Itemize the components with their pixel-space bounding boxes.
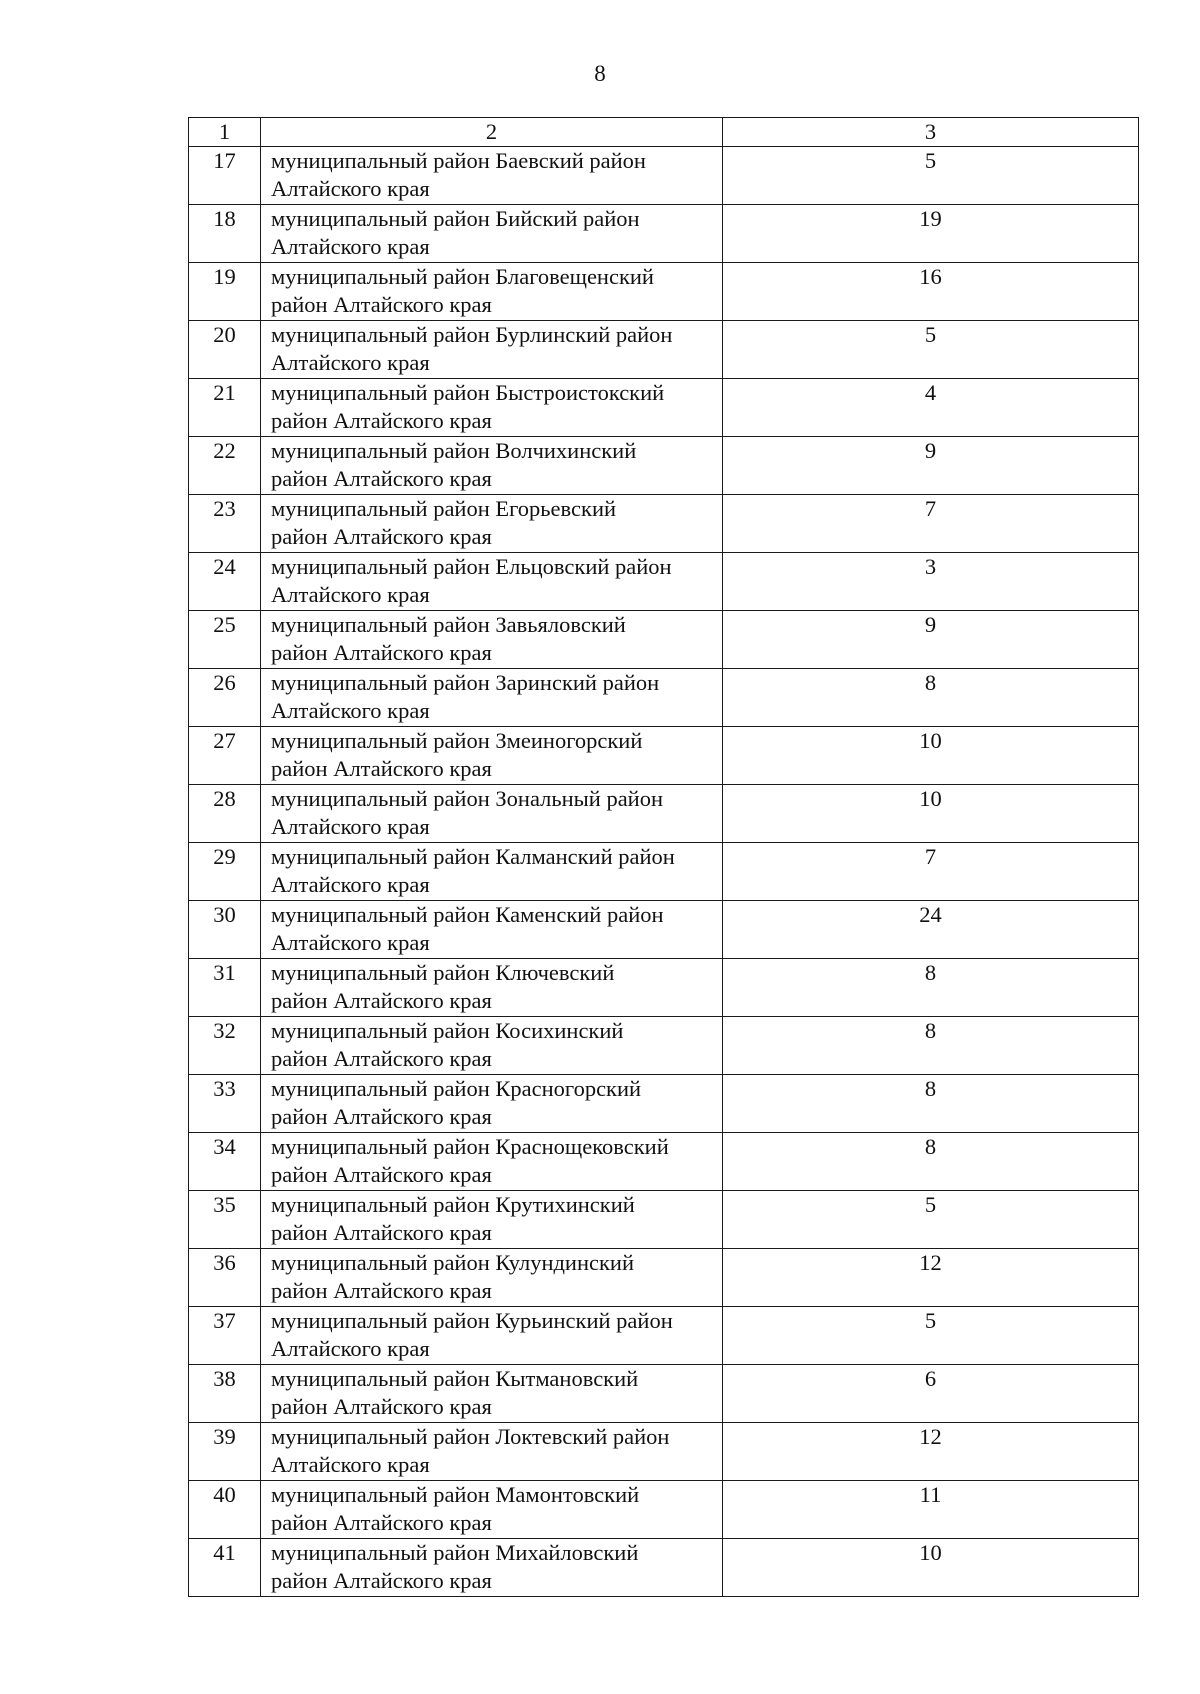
row-number-cell: 22 [189, 437, 261, 495]
table-row [189, 611, 1139, 669]
row-number-cell: 35 [189, 1191, 261, 1249]
district-name-cell: муниципальный район Баевский район Алтайского края [261, 147, 723, 205]
table-row [189, 1481, 1139, 1539]
row-number-cell: 41 [189, 1539, 261, 1597]
value-cell: 7 [723, 843, 1139, 901]
district-name-cell: муниципальный район Зональный район Алтайского края [261, 785, 723, 843]
district-name-cell: муниципальный район Каменский район Алтайского края [261, 901, 723, 959]
table-row [189, 1075, 1139, 1133]
row-number-cell: 31 [189, 959, 261, 1017]
district-name-cell: муниципальный район Бийский район Алтайского края [261, 205, 723, 263]
row-number-cell: 20 [189, 321, 261, 379]
district-name-cell: муниципальный район Мамонтовский район Алтайского края [261, 1481, 723, 1539]
value-cell: 8 [723, 959, 1139, 1017]
row-number-cell: 25 [189, 611, 261, 669]
table-row [189, 1307, 1139, 1365]
row-number-cell: 37 [189, 1307, 261, 1365]
district-name-cell: муниципальный район Бурлинский район Алтайского края [261, 321, 723, 379]
district-name-cell: муниципальный район Ключевский район Алтайского края [261, 959, 723, 1017]
district-name-cell: муниципальный район Быстроистокский район Алтайского края [261, 379, 723, 437]
table-row [189, 1539, 1139, 1597]
value-cell: 10 [723, 785, 1139, 843]
district-name-cell: муниципальный район Краснощековский район Алтайского края [261, 1133, 723, 1191]
table-row [189, 901, 1139, 959]
row-number-cell: 21 [189, 379, 261, 437]
district-name-cell: муниципальный район Михайловский район Алтайского края [261, 1539, 723, 1597]
value-cell: 8 [723, 1075, 1139, 1133]
district-name-cell: муниципальный район Егорьевский район Алтайского края [261, 495, 723, 553]
row-number-cell: 32 [189, 1017, 261, 1075]
table-row [189, 785, 1139, 843]
table-row [189, 669, 1139, 727]
row-number-cell: 26 [189, 669, 261, 727]
row-number-cell: 18 [189, 205, 261, 263]
row-number-cell: 27 [189, 727, 261, 785]
table-row [189, 205, 1139, 263]
value-cell: 5 [723, 147, 1139, 205]
column-header-value: 3 [723, 118, 1139, 147]
value-cell: 8 [723, 1133, 1139, 1191]
district-name-cell: муниципальный район Змеиногорский район Алтайского края [261, 727, 723, 785]
table-row [189, 727, 1139, 785]
row-number-cell: 28 [189, 785, 261, 843]
row-number-cell: 40 [189, 1481, 261, 1539]
row-number-cell: 29 [189, 843, 261, 901]
district-name-cell: муниципальный район Косихинский район Алтайского края [261, 1017, 723, 1075]
value-cell: 10 [723, 1539, 1139, 1597]
table-row [189, 553, 1139, 611]
value-cell: 5 [723, 1191, 1139, 1249]
table-row [189, 1133, 1139, 1191]
table-row [189, 437, 1139, 495]
table-row [189, 1017, 1139, 1075]
row-number-cell: 24 [189, 553, 261, 611]
table-row [189, 263, 1139, 321]
value-cell: 9 [723, 437, 1139, 495]
value-cell: 16 [723, 263, 1139, 321]
district-name-cell: муниципальный район Курьинский район Алтайского края [261, 1307, 723, 1365]
district-name-cell: муниципальный район Ельцовский район Алтайского края [261, 553, 723, 611]
value-cell: 19 [723, 205, 1139, 263]
value-cell: 9 [723, 611, 1139, 669]
value-cell: 5 [723, 321, 1139, 379]
districts-table [188, 117, 1139, 1597]
value-cell: 3 [723, 553, 1139, 611]
row-number-cell: 17 [189, 147, 261, 205]
district-name-cell: муниципальный район Локтевский район Алтайского края [261, 1423, 723, 1481]
table-row [189, 1191, 1139, 1249]
value-cell: 11 [723, 1481, 1139, 1539]
table-row [189, 379, 1139, 437]
row-number-cell: 38 [189, 1365, 261, 1423]
row-number-cell: 30 [189, 901, 261, 959]
district-name-cell: муниципальный район Калманский район Алтайского края [261, 843, 723, 901]
value-cell: 8 [723, 669, 1139, 727]
district-name-cell: муниципальный район Крутихинский район Алтайского края [261, 1191, 723, 1249]
table-row [189, 843, 1139, 901]
district-name-cell: муниципальный район Кытмановский район Алтайского края [261, 1365, 723, 1423]
value-cell: 12 [723, 1423, 1139, 1481]
value-cell: 4 [723, 379, 1139, 437]
row-number-cell: 33 [189, 1075, 261, 1133]
value-cell: 8 [723, 1017, 1139, 1075]
row-number-cell: 34 [189, 1133, 261, 1191]
district-name-cell: муниципальный район Волчихинский район Алтайского края [261, 437, 723, 495]
column-header-number: 1 [189, 118, 261, 147]
district-name-cell: муниципальный район Заринский район Алтайского края [261, 669, 723, 727]
table-row [189, 321, 1139, 379]
district-name-cell: муниципальный район Завьяловский район Алтайского края [261, 611, 723, 669]
value-cell: 12 [723, 1249, 1139, 1307]
row-number-cell: 23 [189, 495, 261, 553]
page-number: 8 [594, 61, 606, 86]
row-number-cell: 19 [189, 263, 261, 321]
table-row [189, 959, 1139, 1017]
value-cell: 6 [723, 1365, 1139, 1423]
value-cell: 7 [723, 495, 1139, 553]
table-row [189, 1249, 1139, 1307]
row-number-cell: 39 [189, 1423, 261, 1481]
district-name-cell: муниципальный район Благовещенский район Алтайского края [261, 263, 723, 321]
district-name-cell: муниципальный район Кулундинский район Алтайского края [261, 1249, 723, 1307]
table-row [189, 1365, 1139, 1423]
table-row [189, 495, 1139, 553]
value-cell: 10 [723, 727, 1139, 785]
district-name-cell: муниципальный район Красногорский район Алтайского края [261, 1075, 723, 1133]
value-cell: 5 [723, 1307, 1139, 1365]
value-cell: 24 [723, 901, 1139, 959]
table-header-row [189, 118, 1139, 147]
table-row [189, 147, 1139, 205]
table-row [189, 1423, 1139, 1481]
column-header-name: 2 [261, 118, 723, 147]
row-number-cell: 36 [189, 1249, 261, 1307]
